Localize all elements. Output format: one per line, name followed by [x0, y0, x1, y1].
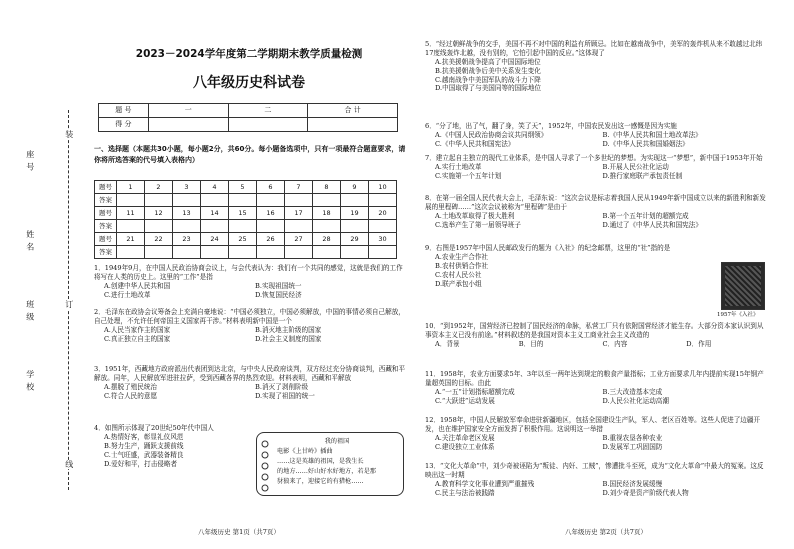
- poem-line: 豺狼来了，迎接它的有猎枪……: [277, 477, 364, 485]
- poem-line: ……这是英雄的祖国，是我生长: [277, 457, 364, 465]
- option[interactable]: B.消灭地主阶级的国家: [255, 325, 322, 334]
- answer-input[interactable]: [117, 246, 145, 259]
- stamp-picture: [725, 266, 761, 306]
- exam-title: 八年级历史科试卷: [193, 75, 305, 91]
- option[interactable]: A.土地改革取得了极大胜利: [435, 211, 515, 220]
- answer-num: 21: [117, 233, 145, 246]
- answer-input[interactable]: [313, 220, 341, 233]
- question-stem: 5．“经过朝鲜战争的交手，美国不再不对中国的利益有所顾忌。比如在越南战争中，美军的轰炸机从来不敢越过北纬17度线轰炸北越，没有别的，它怕引起中国的反应。”这体现了: [425, 40, 763, 57]
- answer-num: 12: [145, 207, 173, 220]
- answer-num: 29: [341, 233, 369, 246]
- answer-num: 15: [229, 207, 257, 220]
- option[interactable]: A.人民当家作主的国家: [104, 325, 171, 334]
- answer-num: 8: [313, 181, 341, 194]
- answer-input[interactable]: [341, 246, 369, 259]
- answer-num: 5: [229, 181, 257, 194]
- question-7: [425, 154, 770, 181]
- right-page: [425, 0, 775, 549]
- answer-input[interactable]: [229, 194, 257, 207]
- score-input[interactable]: [148, 118, 228, 132]
- question-1: [94, 264, 406, 300]
- option[interactable]: C.真正独立自主的国家: [104, 334, 171, 343]
- answer-input[interactable]: [117, 194, 145, 207]
- option[interactable]: C.士气旺盛，武器装备精良: [104, 450, 184, 459]
- answer-num: 19: [341, 207, 369, 220]
- binding-margin: [0, 0, 90, 549]
- question-stem: 10．“到1952年，国营经济已控制了国民经济的命脉，私营工厂只有依附国营经济才能生存。大部分资本家认识到从事资本主义已没有前途。”材料叙述的是我国对资本主义工商业社会主义改造的: [425, 322, 764, 339]
- spiral-binding-icon: [260, 439, 270, 493]
- answer-num: 4: [201, 181, 229, 194]
- answer-input[interactable]: [201, 220, 229, 233]
- question-13: [425, 462, 770, 498]
- answer-input[interactable]: [341, 220, 369, 233]
- answer-header: 答案: [95, 194, 117, 207]
- option[interactable]: B.重视农垦各种农业: [602, 433, 663, 442]
- answer-num: 17: [285, 207, 313, 220]
- option[interactable]: D.爱好和平，打击侵略者: [104, 459, 178, 468]
- option[interactable]: C.选举产生了第一届领导班子: [435, 220, 522, 229]
- stamp-caption: 1957年《入社》: [717, 312, 759, 318]
- option[interactable]: B．目的: [518, 339, 544, 348]
- name-label: 姓 名: [25, 230, 35, 252]
- answer-num: 23: [173, 233, 201, 246]
- option[interactable]: B.开展人民公社化运动: [602, 162, 669, 171]
- answer-input[interactable]: [145, 246, 173, 259]
- answer-input[interactable]: [285, 220, 313, 233]
- option[interactable]: C.符合人民的意愿: [104, 391, 158, 400]
- answer-num: 24: [201, 233, 229, 246]
- answer-num: 26: [257, 233, 285, 246]
- poem-title: 我的祖国: [324, 438, 350, 445]
- answer-input[interactable]: [145, 220, 173, 233]
- option[interactable]: A.农业生产合作社: [435, 252, 489, 261]
- answer-input[interactable]: [173, 246, 201, 259]
- answer-num: 6: [257, 181, 285, 194]
- answer-input[interactable]: [369, 194, 397, 207]
- answer-num: 7: [285, 181, 313, 194]
- option[interactable]: A.教育科学文化事业遭到严重摧残: [435, 479, 535, 488]
- answer-input[interactable]: [201, 246, 229, 259]
- seal-mark: 订: [64, 300, 74, 309]
- exam-header: 2023－2024学年度第二学期期末教学质量检测: [135, 48, 363, 60]
- answer-num: 3: [173, 181, 201, 194]
- answer-num: 10: [369, 181, 397, 194]
- question-9: [425, 244, 710, 288]
- option[interactable]: B.努力生产，踊跃支援前线: [104, 441, 184, 450]
- option[interactable]: D.实现了祖国的统一: [255, 391, 315, 400]
- left-page: [88, 0, 410, 549]
- seal-mark: 装: [64, 130, 74, 139]
- poem-line: 的地方……好山好水好地方，若是那: [277, 467, 376, 475]
- score-table: [98, 103, 398, 132]
- option[interactable]: B.三大改造基本完成: [602, 387, 663, 396]
- score-cell: 得 分: [99, 118, 149, 132]
- answer-input[interactable]: [369, 220, 397, 233]
- answer-input[interactable]: [257, 220, 285, 233]
- answer-input[interactable]: [257, 246, 285, 259]
- question-12: [425, 416, 770, 452]
- score-cell: 一: [148, 104, 228, 118]
- option[interactable]: C.“大跃进”运动发展: [435, 396, 495, 405]
- option[interactable]: D.《中华人民共和国婚姻法》: [602, 139, 689, 148]
- option[interactable]: A.实行土地改革: [435, 162, 482, 171]
- poem-line: 电影《上甘岭》插曲: [277, 447, 333, 455]
- answer-num: 18: [313, 207, 341, 220]
- answer-input[interactable]: [117, 220, 145, 233]
- answer-header: 答案: [95, 246, 117, 259]
- answer-input[interactable]: [285, 194, 313, 207]
- answer-header: 答案: [95, 220, 117, 233]
- answer-header: 题号: [95, 181, 117, 194]
- option[interactable]: A.热情好客，彰显礼仪风范: [104, 432, 184, 441]
- answer-input[interactable]: [229, 220, 257, 233]
- question-stem: 1．1949年9月，在中国人民政治协商会议上，与会代表认为：我们有一个共同的感觉，这就是我们的工作将写在人类的历史上。这里的“工作”是指: [94, 264, 403, 281]
- option[interactable]: A.摆脱了殖民统治: [104, 382, 158, 391]
- page-footer: 八年级历史 第1页（共7页）: [198, 528, 280, 536]
- question-stem: 3．1951年，西藏地方政府派出代表团到达北京，与中央人民政府谈判，双方经过充分协商谈判，西藏和平解放。同年，人民解放军进驻拉萨，受到西藏各界的热烈欢迎。材料表明，西藏和平解放: [94, 365, 406, 382]
- question-stem: 6．“分了地，出了气，翻了身，笑了天”，1952年，中国农民发出这一感慨是因为实施: [425, 122, 677, 130]
- option[interactable]: C.《中华人民共和国宪法》: [435, 139, 515, 148]
- answer-header: 题号: [95, 207, 117, 220]
- question-stem: 2．毛泽东在政协会议筹备会上充满自豪地说：“中国必须独立，中国必须解放，中国的事情必须自己解放，自己处理，不允许任何帝国主义国家再干涉。”材料表明新中国是一个: [94, 308, 405, 325]
- school-label: 学 校: [25, 370, 35, 392]
- option[interactable]: D.恢复国民经济: [255, 290, 302, 299]
- option[interactable]: A.《中国人民政治协商会议共同纲领》: [435, 130, 548, 139]
- answer-num: 13: [173, 207, 201, 220]
- option[interactable]: D.发展军工巩固国防: [602, 442, 663, 451]
- option[interactable]: B.国民经济发展缓慢: [602, 479, 663, 488]
- option[interactable]: C.进行土地改革: [104, 290, 151, 299]
- answer-num: 1: [117, 181, 145, 194]
- option[interactable]: C.民主与法治被践踏: [435, 488, 495, 497]
- answer-input[interactable]: [201, 194, 229, 207]
- answer-input[interactable]: [341, 194, 369, 207]
- answer-num: 25: [229, 233, 257, 246]
- answer-num: 9: [341, 181, 369, 194]
- answer-header: 题号: [95, 233, 117, 246]
- option[interactable]: D.社会主义制度的国家: [255, 334, 322, 343]
- question-stem: 4．如图所示体现了20世纪50年代中国人: [94, 424, 214, 432]
- seat-label: 座 号: [25, 150, 35, 172]
- option[interactable]: A.创建中华人民共和国: [104, 281, 171, 290]
- question-stem: 9．右图是1957年中国人民邮政发行的题为《入社》的纪念邮票，这里的“社”指的是: [425, 244, 671, 252]
- option[interactable]: A．背景: [435, 339, 460, 348]
- option[interactable]: C.实施第一个五年计划: [435, 171, 502, 180]
- poem-figure: [256, 432, 404, 496]
- answer-input[interactable]: [257, 194, 285, 207]
- answer-input[interactable]: [313, 246, 341, 259]
- question-11: [425, 370, 770, 406]
- question-6: [425, 122, 770, 149]
- score-input[interactable]: [228, 118, 308, 132]
- question-10: [425, 322, 770, 349]
- option[interactable]: B.抗美援朝战争后美中关系发生变化: [435, 66, 541, 75]
- answer-num: 11: [117, 207, 145, 220]
- answer-num: 20: [369, 207, 397, 220]
- option[interactable]: B.《中华人民共和国土地改革法》: [602, 130, 702, 139]
- option[interactable]: B.消灭了剥削阶级: [255, 382, 309, 391]
- option[interactable]: B.实现祖国统一: [255, 281, 302, 290]
- option[interactable]: B.农村供销合作社: [435, 261, 489, 270]
- answer-input[interactable]: [369, 246, 397, 259]
- option[interactable]: D.推行家庭联产承包责任制: [602, 171, 683, 180]
- answer-input[interactable]: [285, 246, 313, 259]
- option[interactable]: B.第一个五年计划的超额完成: [602, 211, 689, 220]
- option[interactable]: D．作用: [686, 339, 712, 348]
- question-stem: 13．“文化大革命”中，刘少奇被诬陷为“叛徒、内奸、工贼”，惨遭批斗至死，成为“文化大革命”中最大的冤案。这反映出这一时期: [425, 462, 764, 479]
- option[interactable]: D.通过了《中华人民共和国宪法》: [602, 220, 702, 229]
- option[interactable]: D.刘少奇是资产阶级代表人物: [602, 488, 689, 497]
- score-cell: 题 号: [99, 104, 149, 118]
- class-label: 班 级: [25, 300, 35, 322]
- score-cell: 合 计: [308, 104, 398, 118]
- answer-input[interactable]: [173, 194, 201, 207]
- option[interactable]: D.联产承包小组: [435, 279, 482, 288]
- answer-num: 22: [145, 233, 173, 246]
- option[interactable]: A.抗美援朝战争提高了中国国际地位: [435, 57, 541, 66]
- option[interactable]: C.农村人民公社: [435, 270, 482, 279]
- question-3: [94, 365, 406, 401]
- score-cell: 二: [228, 104, 308, 118]
- answer-num: 30: [369, 233, 397, 246]
- answer-num: 16: [257, 207, 285, 220]
- option[interactable]: C.越南战争中美国军队的战斗力下降: [435, 75, 541, 84]
- option[interactable]: D.人民公社化运动高潮: [602, 396, 669, 405]
- answer-input[interactable]: [173, 220, 201, 233]
- score-input[interactable]: [308, 118, 398, 132]
- question-4: [94, 424, 244, 468]
- answer-input[interactable]: [313, 194, 341, 207]
- question-stem: 7．建立起自主独立的现代工业体系，是中国人寻求了一个多世纪的梦想。为实现这一“梦想”，新中国于1953年开始: [425, 154, 763, 162]
- answer-table: [94, 180, 397, 259]
- answer-num: 2: [145, 181, 173, 194]
- stamp-image: [721, 262, 765, 310]
- answer-num: 27: [285, 233, 313, 246]
- answer-num: 14: [201, 207, 229, 220]
- question-8: [425, 194, 770, 230]
- question-stem: 8．在第一届全国人民代表大会上，毛泽东说：“这次会议是标志着我国人民从1949年新中国成立以来的新胜利和新发展的里程碑……”这次会议被称为“里程碑”是由于: [425, 194, 766, 211]
- option[interactable]: A.关注革命老区发展: [435, 433, 495, 442]
- option[interactable]: A.“一五”计划指标超额完成: [435, 387, 515, 396]
- question-5: [425, 40, 770, 93]
- option[interactable]: C.建设独立工业体系: [435, 442, 495, 451]
- answer-input[interactable]: [229, 246, 257, 259]
- question-2: [94, 308, 406, 344]
- section-one-instructions: 一、选择题（本题共30小题，每小题2分，共60分。每小题备选项中，只有一项最符合题意要求，请你将所选答案的代号填入表格内）: [94, 145, 406, 164]
- option[interactable]: D.中国取得了与美国同等的国际地位: [435, 84, 542, 93]
- answer-num: 28: [313, 233, 341, 246]
- question-stem: 11．1958年，农业方面要求5年、3年以至一两年达到规定的粮食产量指标；工业方面要求几年内提前实现15年钢产量超英国的目标。由此: [425, 370, 764, 387]
- seal-mark: 线: [64, 460, 74, 469]
- page-footer: 八年级历史 第2页（共7页）: [565, 528, 647, 536]
- question-stem: 12．1958年，中国人民解放军奉命进驻新疆地区，包括全国建设生产队，军人、老区百姓等。这些人促进了边疆开发，也在维护国家安全方面发挥了积极作用。这说明这一举措: [425, 416, 761, 433]
- answer-input[interactable]: [145, 194, 173, 207]
- option[interactable]: C．内容: [602, 339, 628, 348]
